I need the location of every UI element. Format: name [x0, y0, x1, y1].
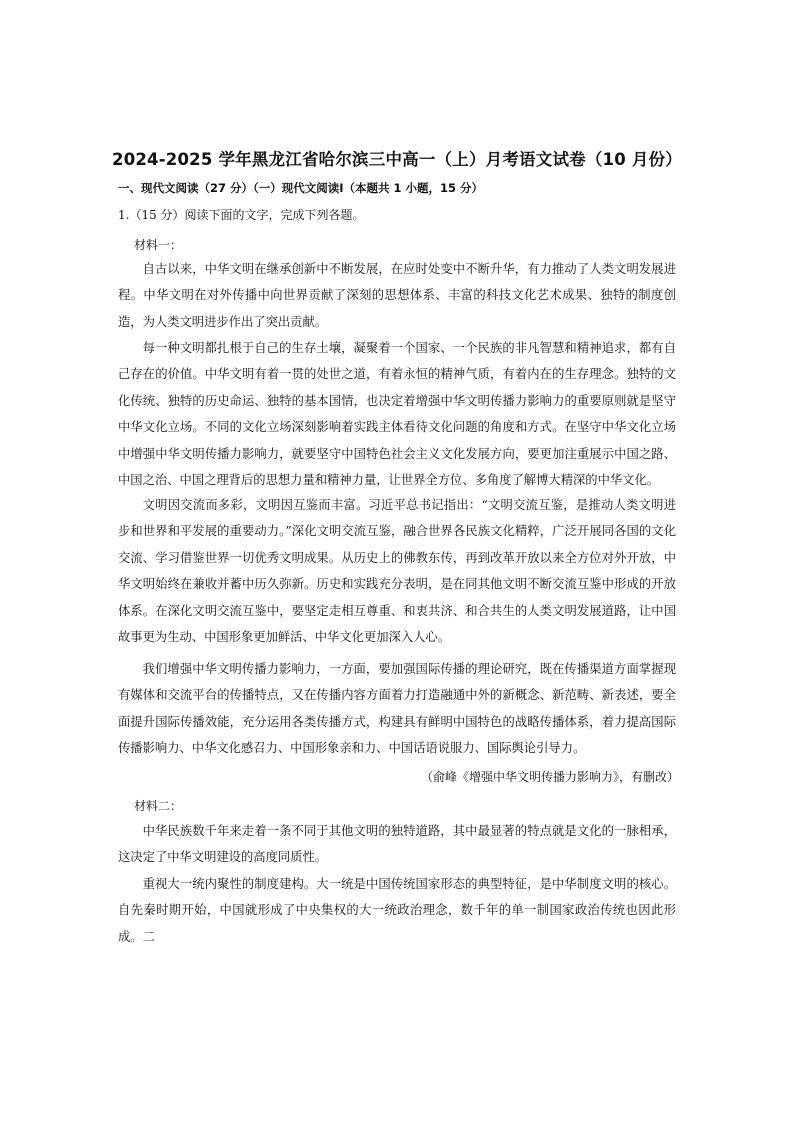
material-two-label: 材料二：	[134, 799, 183, 813]
section-heading: 一、现代文阅读（27 分）（一）现代文阅读Ⅰ（本题共 1 小题，15 分）	[118, 181, 484, 195]
material-two-paragraph: 中华民族数千年来走着一条不同于其他文明的独特道路，其中最显著的特点就是文化的一脉相承，这决定了中华文明建设的高度同质性。	[118, 824, 676, 865]
exam-title: 2024-2025 学年黑龙江省哈尔滨三中高一（上）月考语文试卷（10 月份）	[112, 150, 682, 169]
material-one-paragraph: 每一种文明都扎根于自己的生存土壤，凝聚着一个国家、一个民族的非凡智慧和精神追求，都有自己存在的价值。中华文明有着一贯的处世之道，有着永恒的精神气质，有着内在的生存理念。独特的文化传统、独特的历史命运、独特的基本国情，也决定着增强中华文明传播力影响力的重要原则就是坚守中华文化立场。不同的文化立场深刻影响着实践主体看待文化问题的角度和方式。在坚守中华文化立场中增强中华文明传播力影响力，就要坚守中国特色社会主义文化发展方向，要更加注重展示中国之路、中国之治、中国之理背后的思想力量和精神力量，让世界全方位、多角度了解博大精深的中华文化。	[118, 341, 676, 488]
question-prompt: 1.（15 分）阅读下面的文字，完成下列各题。	[118, 208, 365, 222]
material-two-paragraph: 重视大一统内聚性的制度建构。大一统是中国传统国家形态的典型特征，是中华制度文明的核心。自先秦时期开始，中国就形成了中央集权的大一统政治理念，数千年的单一制国家政治传统也因此形成。二	[118, 877, 676, 944]
material-one-label: 材料一：	[134, 238, 183, 252]
material-one-source: （俞峰《增强中华文明传播力影响力》，有删改）	[420, 770, 679, 784]
material-one-paragraph: 自古以来，中华文明在继承创新中不断发展，在应时处变中不断升华，有力推动了人类文明发展进程。中华文明在对外传播中向世界贡献了深刻的思想体系、丰富的科技文化艺术成果、独特的制度创造，为人类文明进步作出了突出贡献。	[118, 262, 676, 329]
material-one-paragraph: 文明因交流而多彩，文明因互鉴而丰富。习近平总书记指出：“文明交流互鉴，是推动人类文明进步和世界和平发展的重要动力。”深化文明交流互鉴，融合世界各民族文化精粹，广泛开展同各国的文化交流、学习借鉴世界一切优秀文明成果。从历史上的佛教东传，再到改革开放以来全方位对外开放，中华文明始终在兼收并蓄中历久弥新。历史和实践充分表明，是在同其他文明不断交流互鉴中形成的开放体系。在深化文明交流互鉴中，要坚定走相互尊重、和衷共济、和合共生的人类文明发展道路，让中国故事更为生动、中国形象更加鲜活、中华文化更加深入人心。	[118, 498, 676, 645]
material-one-paragraph: 我们增强中华文明传播力影响力，一方面，要加强国际传播的理论研究，既在传播渠道方面掌握现有媒体和交流平台的传播特点，又在传播内容方面着力打造融通中外的新概念、新范畴、新表述，要全面提升国际传播效能，充分运用各类传播方式，构建具有鲜明中国特色的战略传播体系，着力提高国际传播影响力、中华文化感召力、中国形象亲和力、中国话语说服力、国际舆论引导力。	[118, 662, 676, 756]
